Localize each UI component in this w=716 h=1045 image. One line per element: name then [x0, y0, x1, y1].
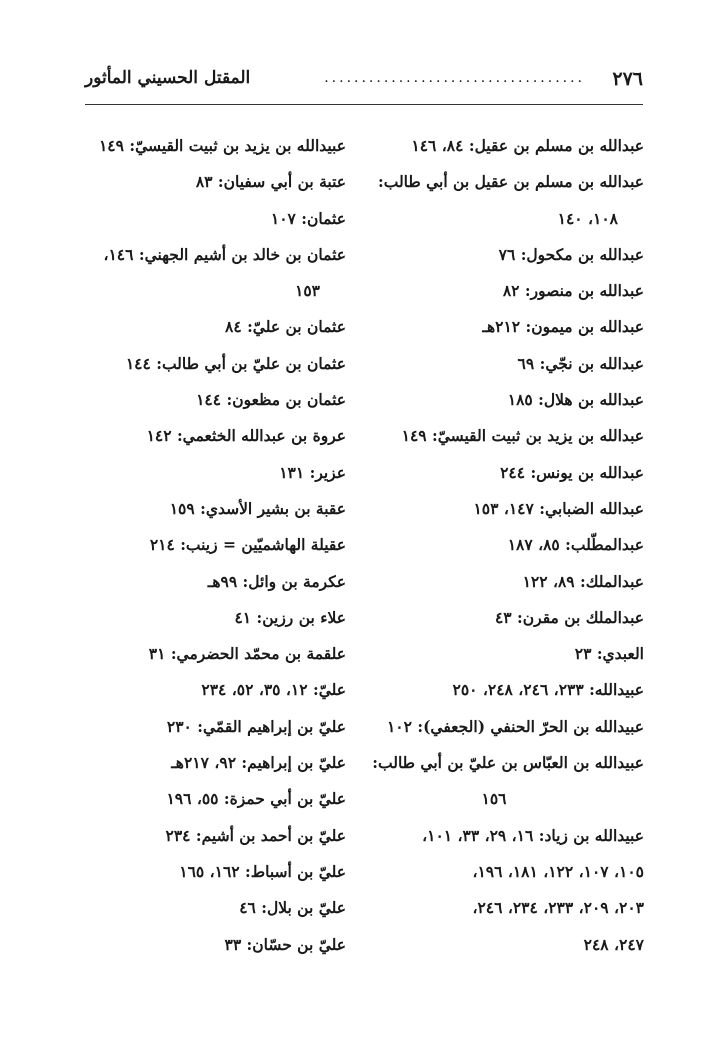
- index-entry: عبدالملك: ٨٩، ١٢٢: [522, 571, 644, 591]
- index-entry: العبدي: ٢٣: [574, 644, 644, 664]
- index-entry: عبدالملك بن مقرن: ٤٣: [494, 607, 644, 627]
- index-entry: عليّ بن أسباط: ١٦٢، ١٦٥: [179, 861, 346, 881]
- book-title: المقتل الحسيني المأثور: [85, 68, 251, 88]
- index-entry: عليّ بن إبراهيم القمّي: ٢٣٠: [166, 716, 346, 736]
- index-entry: عثمان بن عليّ: ٨٤: [225, 317, 346, 337]
- index-entry: عبدالله بن يونس: ٢٤٤: [500, 462, 644, 482]
- index-entry: عليّ بن حسّان: ٣٣: [224, 934, 346, 954]
- index-entry: عبدالله بن نجّي: ٦٩: [517, 353, 644, 373]
- index-entry: عليّ بن إبراهيم: ٩٢، ٢١٧هـ: [171, 753, 346, 773]
- page-header: [85, 68, 643, 102]
- index-entry: عبيدالله بن الحرّ الحنفي (الجعفي): ١٠٢: [386, 716, 644, 736]
- index-entry: عتبة بن أبي سفيان: ٨٣: [195, 172, 346, 192]
- index-entry: ١٥٦: [481, 789, 507, 809]
- index-entry: عبدالله الضبابي: ١٤٧، ١٥٣: [473, 498, 644, 518]
- index-entry: ٢٤٧، ٢٤٨: [583, 934, 644, 954]
- index-entry: عبيدالله: ٢٣٣، ٢٤٦، ٢٤٨، ٢٥٠: [452, 680, 644, 700]
- index-entry: عبدالله بن منصور: ٨٢: [502, 281, 644, 301]
- index-entry: عثمان بن عليّ بن أبي طالب: ١٤٤: [125, 353, 346, 373]
- index-entry: عروة بن عبدالله الخثعمي: ١٤٢: [146, 426, 346, 446]
- index-column-right: [344, 128, 644, 963]
- index-entry: عبدالله بن مسلم بن عقيل: ٨٤، ١٤٦: [411, 136, 644, 155]
- index-entry: علاء بن رزين: ٤١: [234, 607, 346, 627]
- index-entry: عكرمة بن وائل: ٩٩هـ: [207, 571, 346, 591]
- index-entry: عقيلة الهاشميّين = زينب: ٢١٤: [149, 535, 346, 555]
- index-entry: عثمان: ١٠٧: [270, 208, 346, 228]
- index-entry: عليّ بن بلال: ٤٦: [239, 898, 346, 918]
- index-entry: عبدالله بن ميمون: ٢١٢هـ: [482, 317, 644, 337]
- index-column-left: [76, 128, 346, 963]
- index-entry: عبدالله بن يزيد بن ثبيت القيسيّ: ١٤٩: [401, 426, 644, 446]
- index-entry: عبدالله بن هلال: ١٨٥: [507, 390, 644, 410]
- index-entry: عليّ بن أبي حمزة: ٥٥، ١٩٦: [166, 789, 346, 809]
- leader-dots: ...................................: [324, 70, 585, 86]
- index-entry: عليّ بن أحمد بن أشيم: ٢٣٤: [165, 825, 346, 845]
- index-entry: عليّ: ١٢، ٣٥، ٥٢، ٢٣٤: [201, 680, 346, 700]
- index-entry: عثمان بن خالد بن أشيم الجهني: ١٤٦،: [103, 244, 346, 264]
- index-entry: عبدالله بن مكحول: ٧٦: [498, 244, 644, 264]
- index-entry: ١٠٥، ١٠٧، ١٢٢، ١٨١، ١٩٦،: [472, 861, 644, 881]
- index-entry: عبيدالله بن زياد: ١٦، ٢٩، ٣٣، ١٠١،: [422, 825, 644, 845]
- index-entry: عزير: ١٣١: [279, 462, 346, 482]
- index-entry: عبيدالله بن يزيد بن ثبيت القيسيّ: ١٤٩: [98, 136, 346, 155]
- index-entry: عبيدالله بن العبّاس بن عليّ بن أبي طالب:: [372, 753, 644, 773]
- page-number: ٢٧٦: [612, 68, 643, 90]
- index-entry: عثمان بن مظعون: ١٤٤: [196, 390, 346, 410]
- index-entry: عبدالله بن مسلم بن عقيل بن أبي طالب:: [378, 172, 644, 192]
- header-rule: [85, 104, 643, 105]
- index-entry: ١٠٨، ١٤٠: [557, 208, 618, 228]
- index-entry: ٢٠٣، ٢٠٩، ٢٣٣، ٢٣٤، ٢٤٦،: [472, 898, 644, 918]
- index-entry: علقمة بن محمّد الحضرمي: ٣١: [148, 644, 346, 664]
- index-entry: عبدالمطّلب: ٨٥، ١٨٧: [507, 535, 644, 555]
- index-entry: عقبة بن بشير الأسدي: ١٥٩: [169, 498, 346, 518]
- index-entry: ١٥٣: [295, 281, 320, 301]
